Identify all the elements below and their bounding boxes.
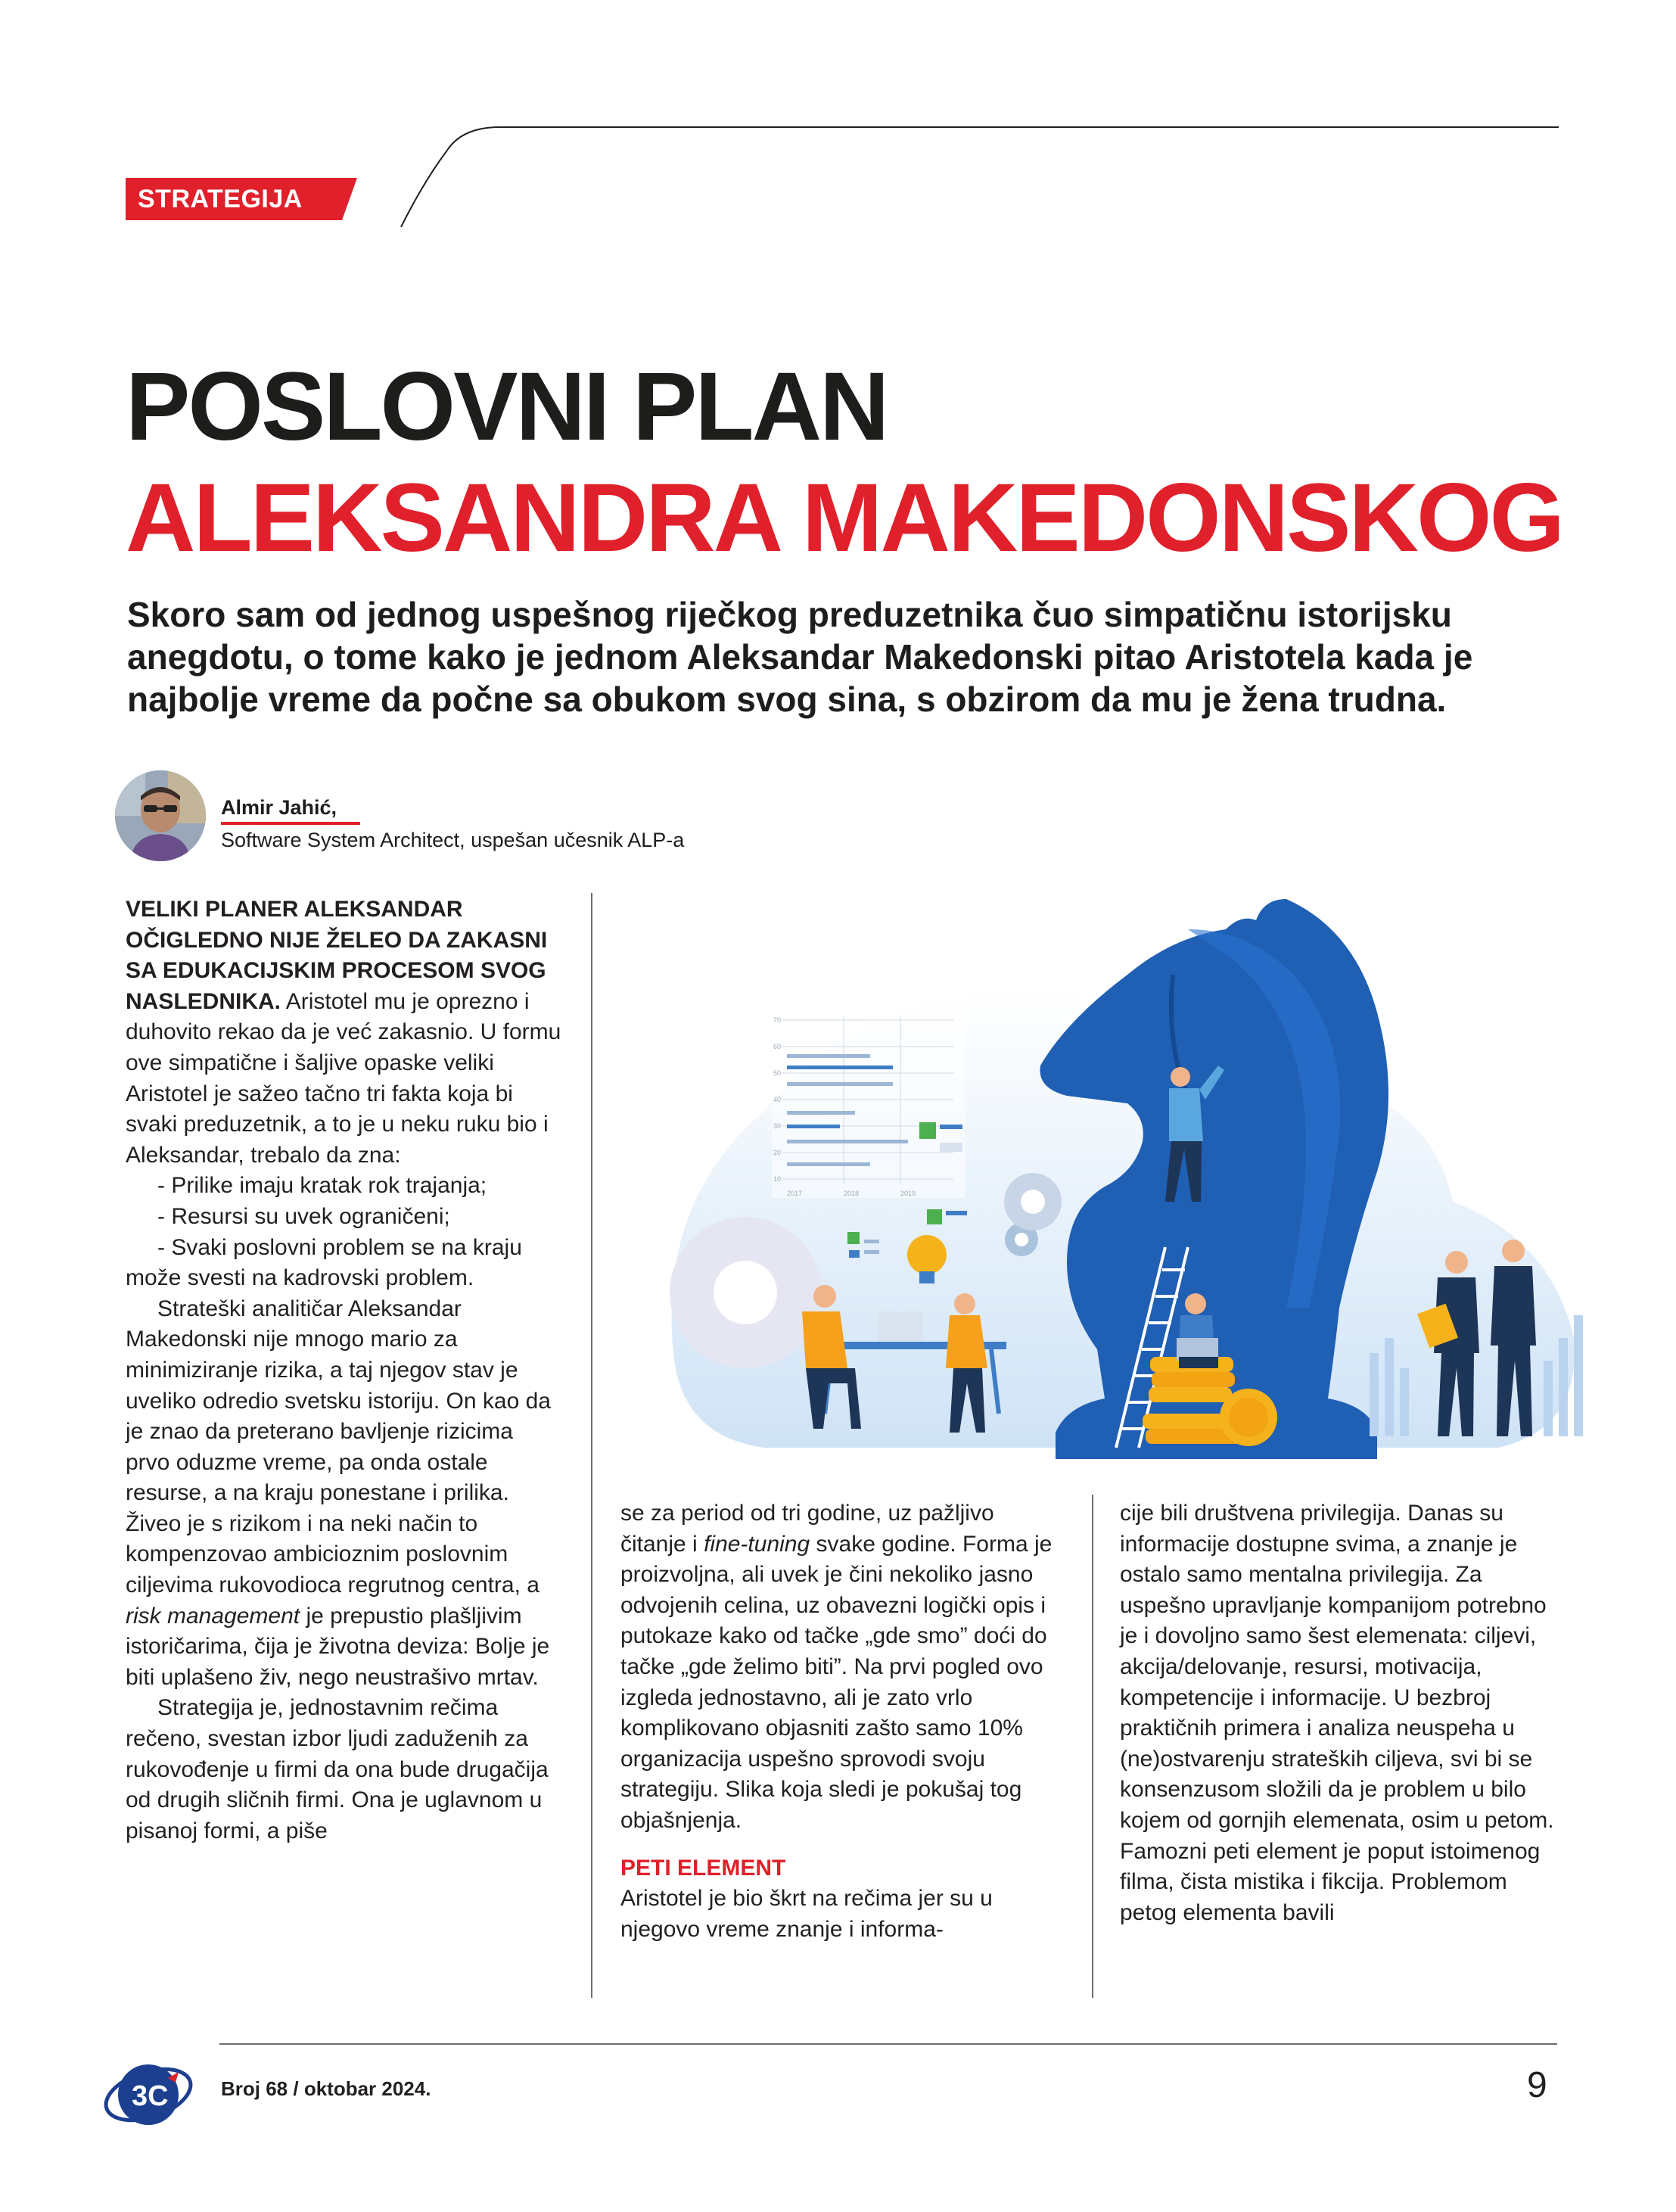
chart-year-label: 2018 (844, 1190, 860, 1197)
author-avatar (115, 770, 206, 861)
chart-year-label: 2019 (900, 1190, 916, 1197)
col3-paragraph-1: cije bili društvena privilegija. Danas su informacije dostupne svima, a znanje je ostalo samo mentalna privilegija. Za uspešno upravljanje kompanijom potrebno je i dovoljno samo šest elemenata: ciljevi, akcija/delovanje, resursi, motivacija, kompetencije i informacije. U bezbroj praktičnih primera i analiza neuspeha u (ne)ostvarenju strateških ciljeva, svi bi se konsenzusom složili da je problem u bilo kojem od gornjih elemenata, osim u petom. Famozni peti element je poput istoimenog filma, čista mistika i fikcija. Problemom petog elementa bavili (1120, 1501, 1554, 1925)
chart-card (772, 1009, 965, 1198)
logo-text: 3C (132, 2080, 169, 2112)
chart-tick-label: 40 (773, 1096, 782, 1103)
magazine-logo (98, 2052, 197, 2131)
chart-tick-label: 20 (773, 1149, 782, 1156)
title-line-2: ALEKSANDRA MAKEDONSKOG (126, 464, 1563, 572)
title-line-1: POSLOVNI PLAN (126, 353, 888, 461)
chart-bar (787, 1111, 855, 1115)
col1-p2-italic: risk management (126, 1603, 300, 1629)
col2-p1-italic: fine-tuning (704, 1531, 810, 1557)
column-divider-1 (591, 893, 592, 1998)
section-tag-label: STRATEGIJA (138, 185, 303, 213)
col2-paragraph-2: Aristotel je bio škrt na rečima jer su u njegovo vreme znanje i informa- (620, 1886, 993, 1942)
col1-paragraph-3: Strategija je, jednostavnim rečima rečeno, svestan izbor ljudi zaduženih za rukovođenje u firmi da ona bude drugačija od drugih sličnih firmi. Ona je uglavnom u pisanoj formi, a piše (126, 1695, 549, 1843)
col2-subheading: PETI ELEMENT (620, 1855, 786, 1881)
col1-fact-2: - Resursi su uvek ograničeni; (157, 1203, 450, 1229)
footer-rule (219, 2043, 1557, 2045)
col2-p1-text-a: se za period od tri godine, uz pažljivo čitanje i (620, 1501, 994, 1557)
page-number: 9 (1527, 2065, 1547, 2105)
gear-icon-right (1004, 1173, 1062, 1230)
chart-tick-label: 10 (773, 1175, 782, 1183)
chart-year-label: 2017 (787, 1190, 803, 1197)
col1-intro-rest: Aristotel mu je oprezno i duhovito rekao da je već zakasnio. U formu ove simpatične i šaljive opaske veliki Aristotel je sažeo tačno tri fakta koja bi svaki preduzetnik, a to je u neku ruku bio i Aleksandar, trebalo da zna: (126, 988, 561, 1168)
chart-tick-label: 60 (773, 1043, 782, 1050)
strategy-illustration (643, 884, 1597, 1467)
chart-bar (787, 1054, 870, 1058)
chart-tick-label: 70 (773, 1016, 782, 1024)
gear-icon (670, 1217, 821, 1368)
col1-intro (126, 894, 561, 1171)
column-1 (126, 894, 561, 1846)
chart-bar (787, 1125, 840, 1128)
author-name: Almir Jahić, (221, 796, 337, 819)
chart-tick-label: 50 (773, 1069, 782, 1077)
avatar-photo (115, 770, 206, 861)
col1-paragraph-2 (126, 1294, 561, 1694)
lead-paragraph: Skoro sam od jednog uspešnog riječkog preduzetnika čuo simpatičnu istorijsku anegdotu, o tome kako je jednom Aleksandar Makedonski pitao Aristotela kada je najbolje vreme da počne sa obukom svog sina, s obzirom da mu je žena trudna. (127, 595, 1473, 719)
col1-p2-text-a: Strateški analitičar Aleksandar Makedonski nije mnogo mario za minimiziranje rizika, a taj njegov stav je uveliko odredio svetsku istoriju. On kao da je znao da preterano bavljenje rizicima prvo oduzme vreme, pa onda ostale resurse, a na kraju ponestane i prilika. Živeo je s rizikom i na neki način to kompenzovao ambicioznim poslovnim ciljevima rukovodioca regrutnog centra, a (126, 1296, 551, 1598)
column-2 (620, 1498, 1058, 1945)
chart-bar (787, 1162, 870, 1166)
author-role: Software System Architect, uspešan učesnik ALP-a (221, 829, 685, 851)
chart-bar (787, 1082, 893, 1086)
col1-fact-1: - Prilike imaju kratak rok trajanja; (157, 1173, 487, 1199)
chart-bar (787, 1140, 908, 1143)
col1-p2-text-b: je prepustio plašljivim istoričarima, čija je životna deviza: Bolje je biti uplašeno živ, nego neustrašivo mrtav. (126, 1603, 550, 1690)
column-3 (1120, 1498, 1556, 1928)
chart-bar (787, 1066, 893, 1069)
footer-issue: Broj 68 / oktobar 2024. (221, 2077, 431, 2100)
col1-intro-bold: VELIKI PLANER ALEKSANDAR OČIGLEDNO NIJE ŽELEO DA ZAKASNI SA EDUKACIJSKIM PROCESOM SVOG NASLEDNIKA. (126, 897, 548, 1014)
column-divider-2 (1092, 1495, 1093, 1998)
col1-fact-3: - Svaki poslovni problem se na kraju može svesti na kadrovski problem. (126, 1234, 522, 1291)
chart-tick-label: 30 (773, 1122, 782, 1130)
col2-paragraph-1 (620, 1498, 1058, 1837)
col2-p1-text-b: svake godine. Forma je proizvoljna, ali uvek je čini nekoliko jasno odvojenih celina, uz obavezni logički opis i putokaze kako od tačke „gde smo” doći do tačke „gde želimo biti”. Na prvi pogled ovo izgleda jednostavno, ali je zato vrlo komplikovano objasniti zašto samo 10% organizacija uspešno sprovodi svoju strategiju. Slika koja sledi je pokušaj tog objašnjenja. (620, 1531, 1053, 1833)
author-name-underline (221, 822, 360, 825)
